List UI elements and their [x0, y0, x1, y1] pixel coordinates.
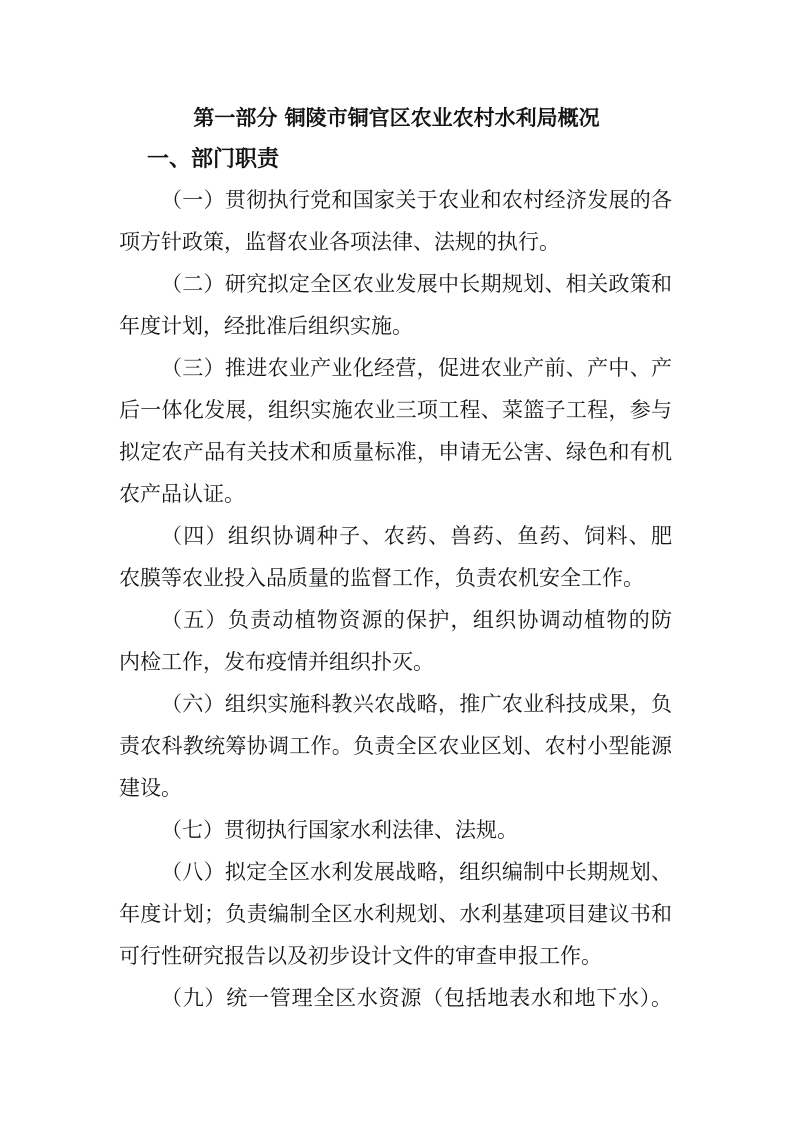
paragraph-5: [119, 599, 672, 683]
paragraph-line: （二）研究拟定全区农业发展中长期规划、相关政策和: [161, 272, 672, 296]
paragraph-line: 农产品认证。: [119, 482, 245, 506]
paragraph-line: （五）负责动植物资源的保护，组织协调动植物的防: [161, 608, 672, 632]
paragraph-line: 后一体化发展，组织实施农业三项工程、菜篮子工程，参与: [119, 398, 672, 422]
paragraph-line: 农膜等农业投入品质量的监督工作，负责农机安全工作。: [119, 566, 644, 590]
paragraph-line: 年度计划，经批准后组织实施。: [119, 314, 413, 338]
paragraph-line: （四）组织协调种子、农药、兽药、鱼药、饲料、肥: [161, 524, 672, 548]
paragraph-line: （八）拟定全区水利发展战略，组织编制中长期规划、: [161, 860, 672, 884]
paragraph-9: [119, 977, 672, 1019]
document-body: [119, 179, 672, 1019]
paragraph-4: [119, 515, 672, 599]
paragraph-line: 拟定农产品有关技术和质量标准，申请无公害、绿色和有机: [119, 440, 672, 464]
paragraph-line: 建设。: [119, 776, 182, 800]
paragraph-1: [119, 179, 672, 263]
document-title: 第一部分 铜陵市铜官区农业农村水利局概况: [193, 106, 600, 130]
paragraph-line: （六）组织实施科教兴农战略，推广农业科技成果，负: [161, 692, 672, 716]
paragraph-8: [119, 851, 672, 977]
paragraph-line: 责农科教统筹协调工作。负责全区农业区划、农村小型能源: [119, 734, 672, 758]
paragraph-line: 内检工作，发布疫情并组织扑灭。: [119, 650, 434, 674]
paragraph-line: （三）推进农业产业化经营，促进农业产前、产中、产: [161, 356, 672, 380]
paragraph-6: [119, 683, 672, 809]
paragraph-7: [119, 809, 672, 851]
paragraph-line: 年度计划；负责编制全区水利规划、水利基建项目建议书和: [119, 902, 672, 926]
paragraph-3: [119, 347, 672, 515]
paragraph-line: 可行性研究报告以及初步设计文件的审查申报工作。: [119, 944, 602, 968]
paragraph-line: （七）贯彻执行国家水利法律、法规。: [161, 818, 518, 842]
paragraph-2: [119, 263, 672, 347]
paragraph-line: （九）统一管理全区水资源（包括地表水和地下水）。: [161, 986, 672, 1010]
section-heading: 一、部门职责: [147, 147, 280, 172]
paragraph-line: （一）贯彻执行党和国家关于农业和农村经济发展的各: [161, 188, 672, 212]
paragraph-line: 项方针政策，监督农业各项法律、法规的执行。: [119, 230, 560, 254]
